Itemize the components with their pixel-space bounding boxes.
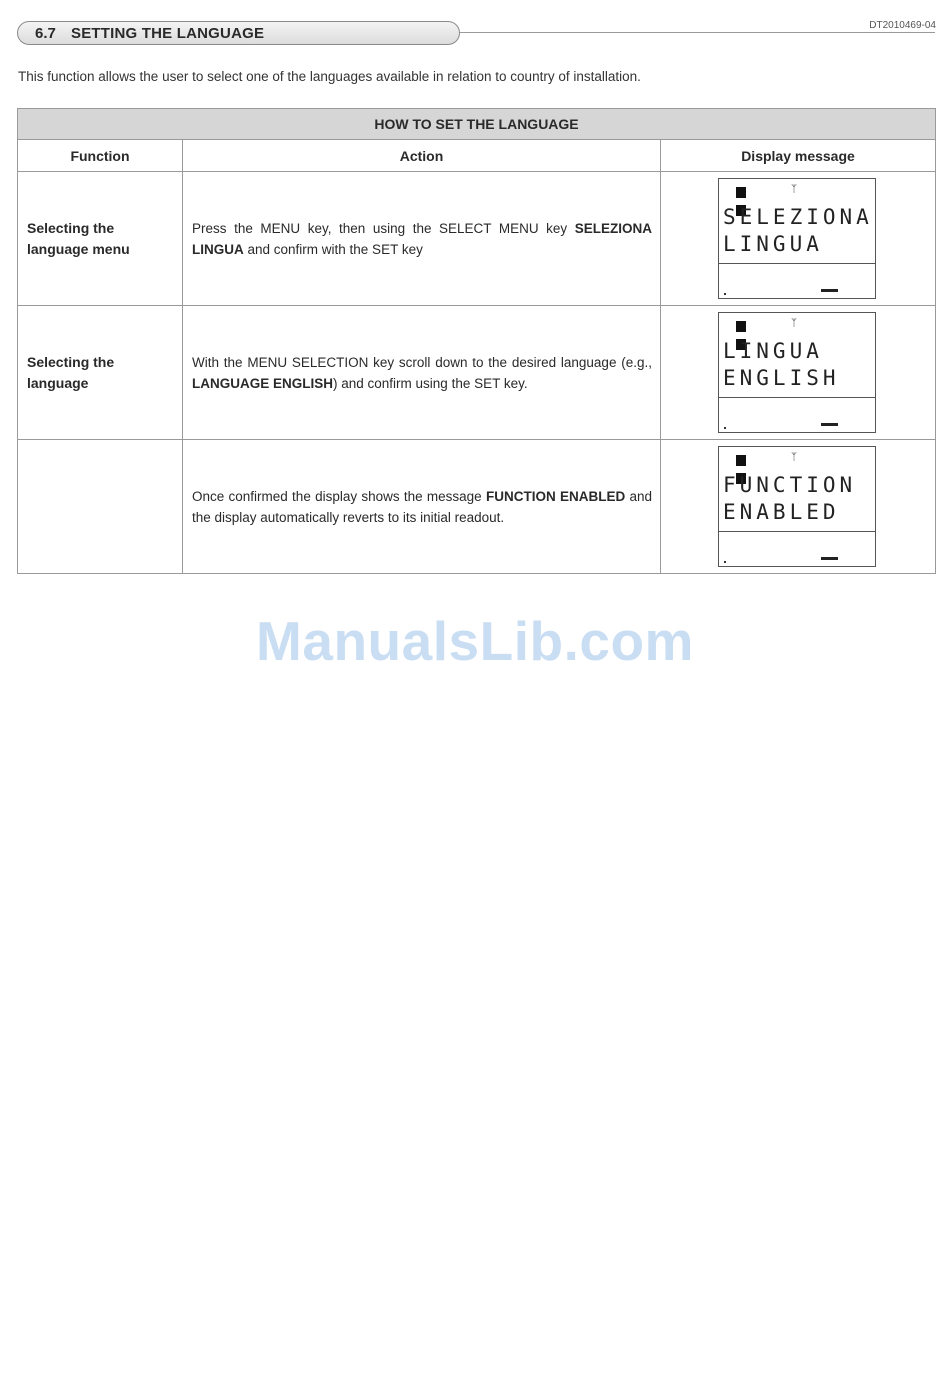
table-title: HOW TO SET THE LANGUAGE [18,109,936,140]
column-header-action: Action [183,140,661,172]
action-keyword: FUNCTION ENABLED [485,488,626,504]
action-text: and the display automatically reverts to its initial readout. [192,488,653,525]
battery-icon [736,453,759,464]
lcd-indicator-dash [821,423,838,426]
table-header-row [18,140,936,172]
action-cell [183,172,661,306]
table-row [18,172,936,306]
action-cell [183,440,661,574]
action-cell [183,306,661,440]
section-title: SETTING THE LANGUAGE [71,25,265,42]
lcd-divider [719,397,875,398]
lcd-display [718,446,876,567]
lcd-line-2: ENABLED [723,500,840,524]
lcd-indicator-dash [821,289,838,292]
display-cell [661,172,936,306]
lcd-status-bar [719,179,875,201]
action-text: ) and confirm using the SET key. [333,375,528,391]
lcd-line-1: SELEZIONA [723,205,873,229]
lcd-divider [719,263,875,264]
lcd-status-bar [719,447,875,469]
header-divider [460,32,935,33]
action-text: With the MENU SELECTION key scroll down to the desired language (e.g., [192,354,652,370]
function-label-line: language menu [27,240,130,257]
lcd-indicator-dot [724,293,726,295]
action-keyword: SELEZIONA LINGUA [192,220,652,257]
lcd-divider [719,531,875,532]
document-code: DT2010469-04 [869,20,936,31]
battery-icon [736,319,759,330]
function-cell [18,172,183,306]
action-text: and confirm with the SET key [243,241,423,257]
lcd-line-1: LINGUA [723,339,823,363]
antenna-icon: ᛉ [791,452,797,463]
function-cell [18,306,183,440]
action-text: Once confirmed the display shows the message [192,488,486,504]
lcd-line-2: ENGLISH [723,366,840,390]
column-header-display: Display message [661,140,936,172]
action-keyword: LANGUAGE ENGLISH [192,375,334,391]
table-row [18,306,936,440]
battery-icon [736,185,759,196]
section-number: 6.7 [35,25,56,42]
lcd-indicator-dot [724,427,726,429]
lcd-display [718,178,876,299]
function-label-line: language [27,374,89,391]
antenna-icon: ᛉ [791,184,797,195]
display-cell [661,306,936,440]
intro-text: This function allows the user to select one of the languages available in relation to country of installation. [18,69,641,84]
action-text: Press the MENU key, then using the SELECT MENU key [192,220,575,236]
how-to-table [17,108,936,574]
column-header-function: Function [18,140,183,172]
lcd-line-1: FUNCTION [723,473,857,497]
lcd-indicator-dash [821,557,838,560]
lcd-line-2: LINGUA [723,232,823,256]
lcd-display [718,312,876,433]
lcd-status-bar [719,313,875,335]
display-cell [661,440,936,574]
watermark: ManualsLib.com [256,610,694,672]
lcd-indicator-dot [724,561,726,563]
table-row [18,440,936,574]
function-label-line: Selecting the [27,219,115,236]
antenna-icon: ᛉ [791,318,797,329]
section-header [17,21,460,45]
function-label-line: Selecting the [27,353,115,370]
function-cell [18,440,183,574]
table-title-row [18,109,936,140]
